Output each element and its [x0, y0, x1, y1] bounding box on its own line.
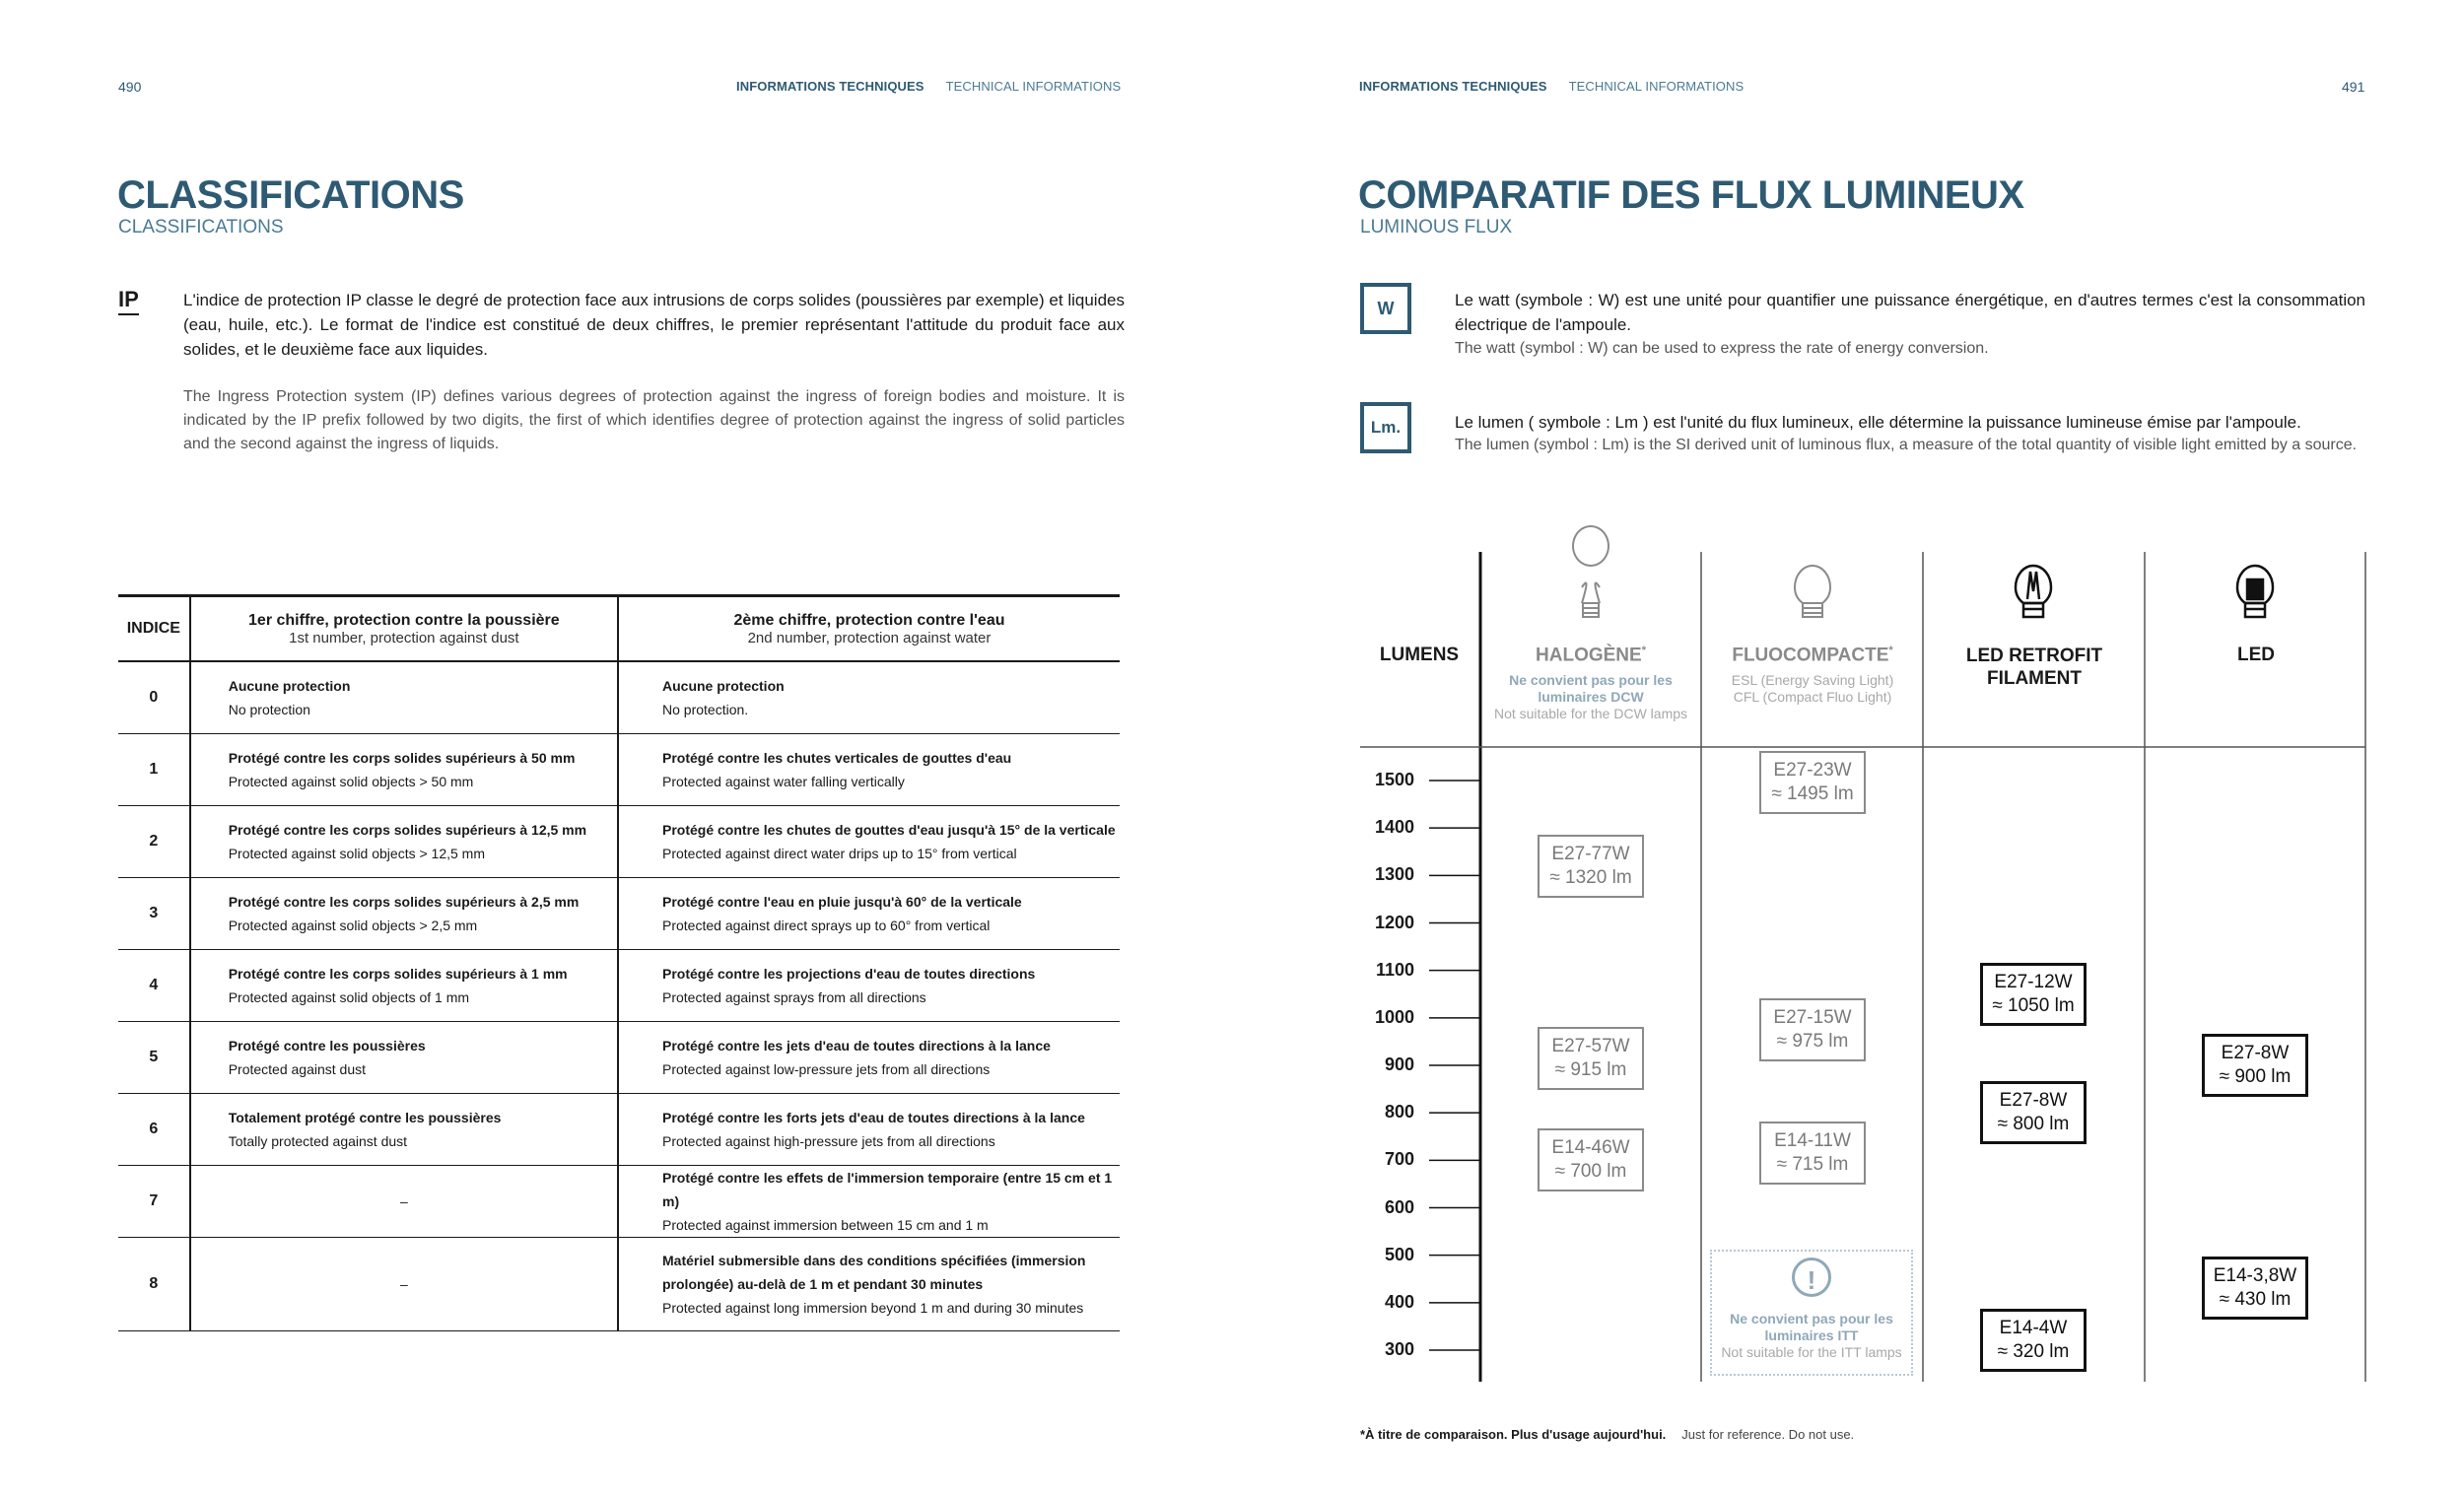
- itt-warning: [1710, 1250, 1913, 1376]
- water-fr: Protégé contre les chutes verticales de gouttes d'eau: [662, 750, 1012, 766]
- y-tick-label: 900: [1384, 1054, 1414, 1074]
- row-index: 3: [118, 878, 190, 950]
- dust-fr: Protégé contre les corps solides supérieurs à 2,5 mm: [228, 894, 580, 910]
- lamp-model: E27-15W: [1773, 1006, 1852, 1028]
- lamp-model: E27-12W: [1994, 971, 2073, 992]
- y-tick-label: 1300: [1374, 864, 1414, 885]
- lamp-model: E14-11W: [1774, 1130, 1851, 1152]
- water-fr: Protégé contre les jets d'eau de toutes directions à la lance: [662, 1038, 1051, 1054]
- halogen-note-en: Not suitable for the DCW lamps: [1493, 706, 1688, 722]
- watt-icon: W: [1360, 283, 1411, 334]
- header-dust-en: 1st number, protection against dust: [289, 629, 519, 646]
- water-fr: Protégé contre les forts jets d'eau de toutes directions à la lance: [662, 1110, 1085, 1125]
- page-number-left: 490: [118, 79, 142, 95]
- lamp-lumens: ≈ 975 lm: [1776, 1030, 1849, 1052]
- water-en: Protected against direct water drips up to 15° from vertical: [662, 846, 1017, 861]
- lamp-lumens: ≈ 430 lm: [2219, 1289, 2292, 1311]
- lamp-value-box: [1759, 1122, 1866, 1185]
- lamp-model: E27-8W: [2221, 1043, 2290, 1063]
- lamp-model: E27-23W: [1773, 760, 1852, 782]
- page-title-right: COMPARATIF DES FLUX LUMINEUX: [1358, 173, 2024, 217]
- page-subtitle-right: LUMINOUS FLUX: [1360, 217, 1513, 238]
- lamp-model: E27-8W: [1999, 1090, 2068, 1112]
- water-en: Protected against high-pressure jets from all directions: [662, 1133, 995, 1149]
- lamp-value-box: [1759, 998, 1866, 1061]
- row-index: 4: [118, 950, 190, 1022]
- y-tick-label: 1400: [1374, 817, 1414, 838]
- dust-en: Protected against solid objects > 50 mm: [228, 774, 474, 789]
- water-en: Protected against water falling vertically: [662, 774, 905, 789]
- water-fr: Protégé contre l'eau en pluie jusqu'à 60° de la verticale: [662, 894, 1022, 910]
- water-en: No protection.: [662, 702, 749, 717]
- dust-en: Totally protected against dust: [228, 1133, 408, 1149]
- lumen-icon: Lm.: [1360, 402, 1411, 453]
- y-tick-label: 1100: [1375, 959, 1414, 980]
- fluo-title: [1703, 645, 1922, 666]
- water-fr: Aucune protection: [662, 678, 785, 694]
- led-filament-title-2: FILAMENT: [1986, 668, 2083, 689]
- footnote: [1360, 1427, 1854, 1442]
- dust-en: No protection: [228, 702, 310, 717]
- row-index: 6: [118, 1094, 190, 1166]
- itt-warning-en: Not suitable for the ITT lamps: [1721, 1344, 1902, 1360]
- lamp-lumens: ≈ 320 lm: [1997, 1341, 2070, 1363]
- header-dust-fr: 1er chiffre, protection contre la poussière: [248, 611, 560, 629]
- lamp-value-box: [1538, 1128, 1644, 1191]
- led-filament-bulb-icon: [2016, 566, 2051, 617]
- page-number-right: 491: [2342, 79, 2365, 95]
- row-index: 2: [118, 806, 190, 878]
- halogen-bulb-icon: [1573, 526, 1608, 617]
- dust-dash: –: [399, 1193, 408, 1209]
- water-en: Protected against direct sprays up to 60° from vertical: [662, 918, 991, 933]
- water-fr: Matériel submersible dans des conditions spécifiées (immersion prolongée) au-delà de 1 m et pendant 30 minutes: [662, 1253, 1086, 1292]
- lamp-value-box: [1980, 1081, 2087, 1144]
- header-water-en: 2nd number, protection against water: [747, 629, 992, 646]
- y-tick-label: 1200: [1374, 912, 1414, 932]
- footnote-fr: *À titre de comparaison. Plus d'usage aujourd'hui.: [1360, 1427, 1667, 1442]
- y-tick-label: 600: [1384, 1196, 1414, 1217]
- lamp-lumens: ≈ 900 lm: [2219, 1066, 2292, 1087]
- halogen-note-fr: Ne convient pas pour les luminaires DCW: [1509, 672, 1673, 706]
- halogen-header: [1482, 645, 1699, 722]
- header-fr: INFORMATIONS TECHNIQUES: [736, 79, 924, 94]
- lamp-model: E14-4W: [1999, 1318, 2068, 1339]
- fluo-sub2: CFL (Compact Fluo Light): [1733, 689, 1892, 706]
- header-en: TECHNICAL INFORMATIONS: [1568, 79, 1745, 94]
- watt-text-en: The watt (symbol : W) can be used to express the rate of energy conversion.: [1455, 340, 1989, 357]
- lamp-lumens: ≈ 1495 lm: [1771, 783, 1854, 805]
- water-fr: Protégé contre les effets de l'immersion temporaire (entre 15 cm et 1 m): [662, 1170, 1113, 1209]
- dust-fr: Protégé contre les corps solides supérieurs à 12,5 mm: [228, 822, 587, 838]
- lumen-text-fr: Le lumen ( symbole : Lm ) est l'unité du flux lumineux, elle détermine la puissance lumineuse émise par l'ampoule.: [1455, 413, 2301, 432]
- lumens-axis-title: LUMENS: [1379, 645, 1460, 665]
- dust-en: Protected against solid objects > 2,5 mm: [228, 918, 478, 933]
- lamp-lumens: ≈ 1050 lm: [1992, 994, 2075, 1016]
- ip-text-fr: L'indice de protection IP classe le degré de protection face aux intrusions de corps solides (poussières par exemple) et liquides (eau, huile, etc.). Le format de l'indice est constitué de deux chiffres, le premier représentant l'attitude du produit face aux solides, et le deuxième face aux liquides.: [183, 291, 1125, 359]
- led-bulb-icon: [2237, 566, 2273, 617]
- lamp-value-box: [1980, 963, 2087, 1026]
- halogen-name: HALOGÈNE: [1536, 645, 1642, 666]
- lamp-lumens: ≈ 715 lm: [1776, 1154, 1849, 1176]
- fluo-name: FLUOCOMPACTE: [1732, 645, 1889, 666]
- water-en: Protected against sprays from all directions: [662, 989, 926, 1005]
- dust-fr: Protégé contre les poussières: [228, 1038, 426, 1054]
- watt-text-fr: Le watt (symbole : W) est une unité pour quantifier une puissance énergétique, en d'autres termes c'est la consommation électrique de l'ampoule.: [1455, 291, 2365, 334]
- warning-icon: !: [1792, 1258, 1831, 1297]
- page-title-left: CLASSIFICATIONS: [117, 173, 464, 217]
- y-tick-label: 300: [1384, 1339, 1414, 1359]
- header-en: TECHNICAL INFORMATIONS: [945, 79, 1122, 94]
- lamp-model: E14-46W: [1551, 1137, 1630, 1159]
- lamp-value-box: [2202, 1257, 2308, 1320]
- fluo-bulb-icon: [1795, 566, 1830, 617]
- dust-en: Protected against solid objects > 12,5 mm: [228, 846, 486, 861]
- water-fr: Protégé contre les projections d'eau de toutes directions: [662, 966, 1036, 982]
- header-fr: INFORMATIONS TECHNIQUES: [1359, 79, 1547, 94]
- dust-fr: Aucune protection: [228, 678, 351, 694]
- lamp-lumens: ≈ 800 lm: [1997, 1114, 2070, 1135]
- y-tick-label: 400: [1384, 1291, 1414, 1312]
- row-index: 8: [118, 1238, 190, 1331]
- dust-fr: Protégé contre les corps solides supérieurs à 50 mm: [228, 750, 576, 766]
- lamp-value-box: [1538, 1027, 1644, 1090]
- footnote-en: Just for reference. Do not use.: [1681, 1427, 1855, 1442]
- ip-text-en: The Ingress Protection system (IP) defines various degrees of protection against the ingress of foreign bodies and moisture. It is indicated by the IP prefix followed by two digits, the first of which identifies degree of protection against the ingress of solid particles and the second against the ingress of liquids.: [183, 388, 1125, 452]
- halogen-title: [1482, 645, 1699, 666]
- y-tick-label: 1500: [1374, 770, 1414, 789]
- dust-fr: Totalement protégé contre les poussières: [228, 1110, 502, 1125]
- dust-en: Protected against solid objects of 1 mm: [228, 989, 470, 1005]
- y-tick-label: 800: [1384, 1102, 1414, 1122]
- water-fr: Protégé contre les chutes de gouttes d'eau jusqu'à 15° de la verticale: [662, 822, 1116, 838]
- row-index: 7: [118, 1166, 190, 1238]
- y-tick-label: 700: [1384, 1149, 1414, 1170]
- water-en: Protected against low-pressure jets from all directions: [662, 1061, 991, 1077]
- footnote-star: *: [1641, 645, 1646, 656]
- lamp-lumens: ≈ 1320 lm: [1549, 866, 1632, 888]
- dust-en: Protected against dust: [228, 1061, 367, 1077]
- lumen-text-en: The lumen (symbol : Lm) is the SI derived unit of luminous flux, a measure of the total quantity of visible light emitted by a source.: [1455, 437, 2358, 453]
- lamp-lumens: ≈ 700 lm: [1554, 1161, 1627, 1183]
- ip-label: IP: [118, 286, 139, 315]
- dust-dash: –: [399, 1276, 408, 1292]
- water-en: Protected against long immersion beyond 1 m and during 30 minutes: [662, 1300, 1084, 1316]
- header-water-fr: 2ème chiffre, protection contre l'eau: [733, 611, 1005, 629]
- row-index: 5: [118, 1022, 190, 1094]
- lamp-value-box: [2202, 1034, 2308, 1097]
- lamp-value-box: [1759, 751, 1866, 814]
- row-index: 0: [118, 661, 190, 734]
- dust-fr: Protégé contre les corps solides supérieurs à 1 mm: [228, 966, 568, 982]
- lamp-value-box: [1538, 835, 1644, 898]
- fluo-header: [1703, 645, 1922, 706]
- lamp-model: E27-77W: [1551, 843, 1630, 864]
- lamp-lumens: ≈ 915 lm: [1554, 1058, 1627, 1080]
- footnote-star: *: [1888, 645, 1893, 656]
- led-header: LED: [2237, 645, 2275, 665]
- lamp-model: E14-3,8W: [2213, 1265, 2297, 1287]
- y-tick-label: 1000: [1374, 1006, 1414, 1027]
- fluo-sub1: ESL (Energy Saving Light): [1731, 672, 1894, 689]
- header-index: INDICE: [118, 596, 190, 662]
- lamp-value-box: [1980, 1309, 2087, 1372]
- y-tick-label: 500: [1384, 1244, 1414, 1264]
- led-filament-title-1: LED RETROFIT: [1965, 646, 2103, 666]
- water-en: Protected against immersion between 15 cm and 1 m: [662, 1217, 989, 1233]
- page-subtitle-left: CLASSIFICATIONS: [118, 217, 284, 238]
- lamp-model: E27-57W: [1551, 1035, 1630, 1056]
- row-index: 1: [118, 734, 190, 806]
- itt-warning-fr: Ne convient pas pour les luminaires ITT: [1730, 1311, 1893, 1343]
- led-filament-header: [1925, 645, 2144, 690]
